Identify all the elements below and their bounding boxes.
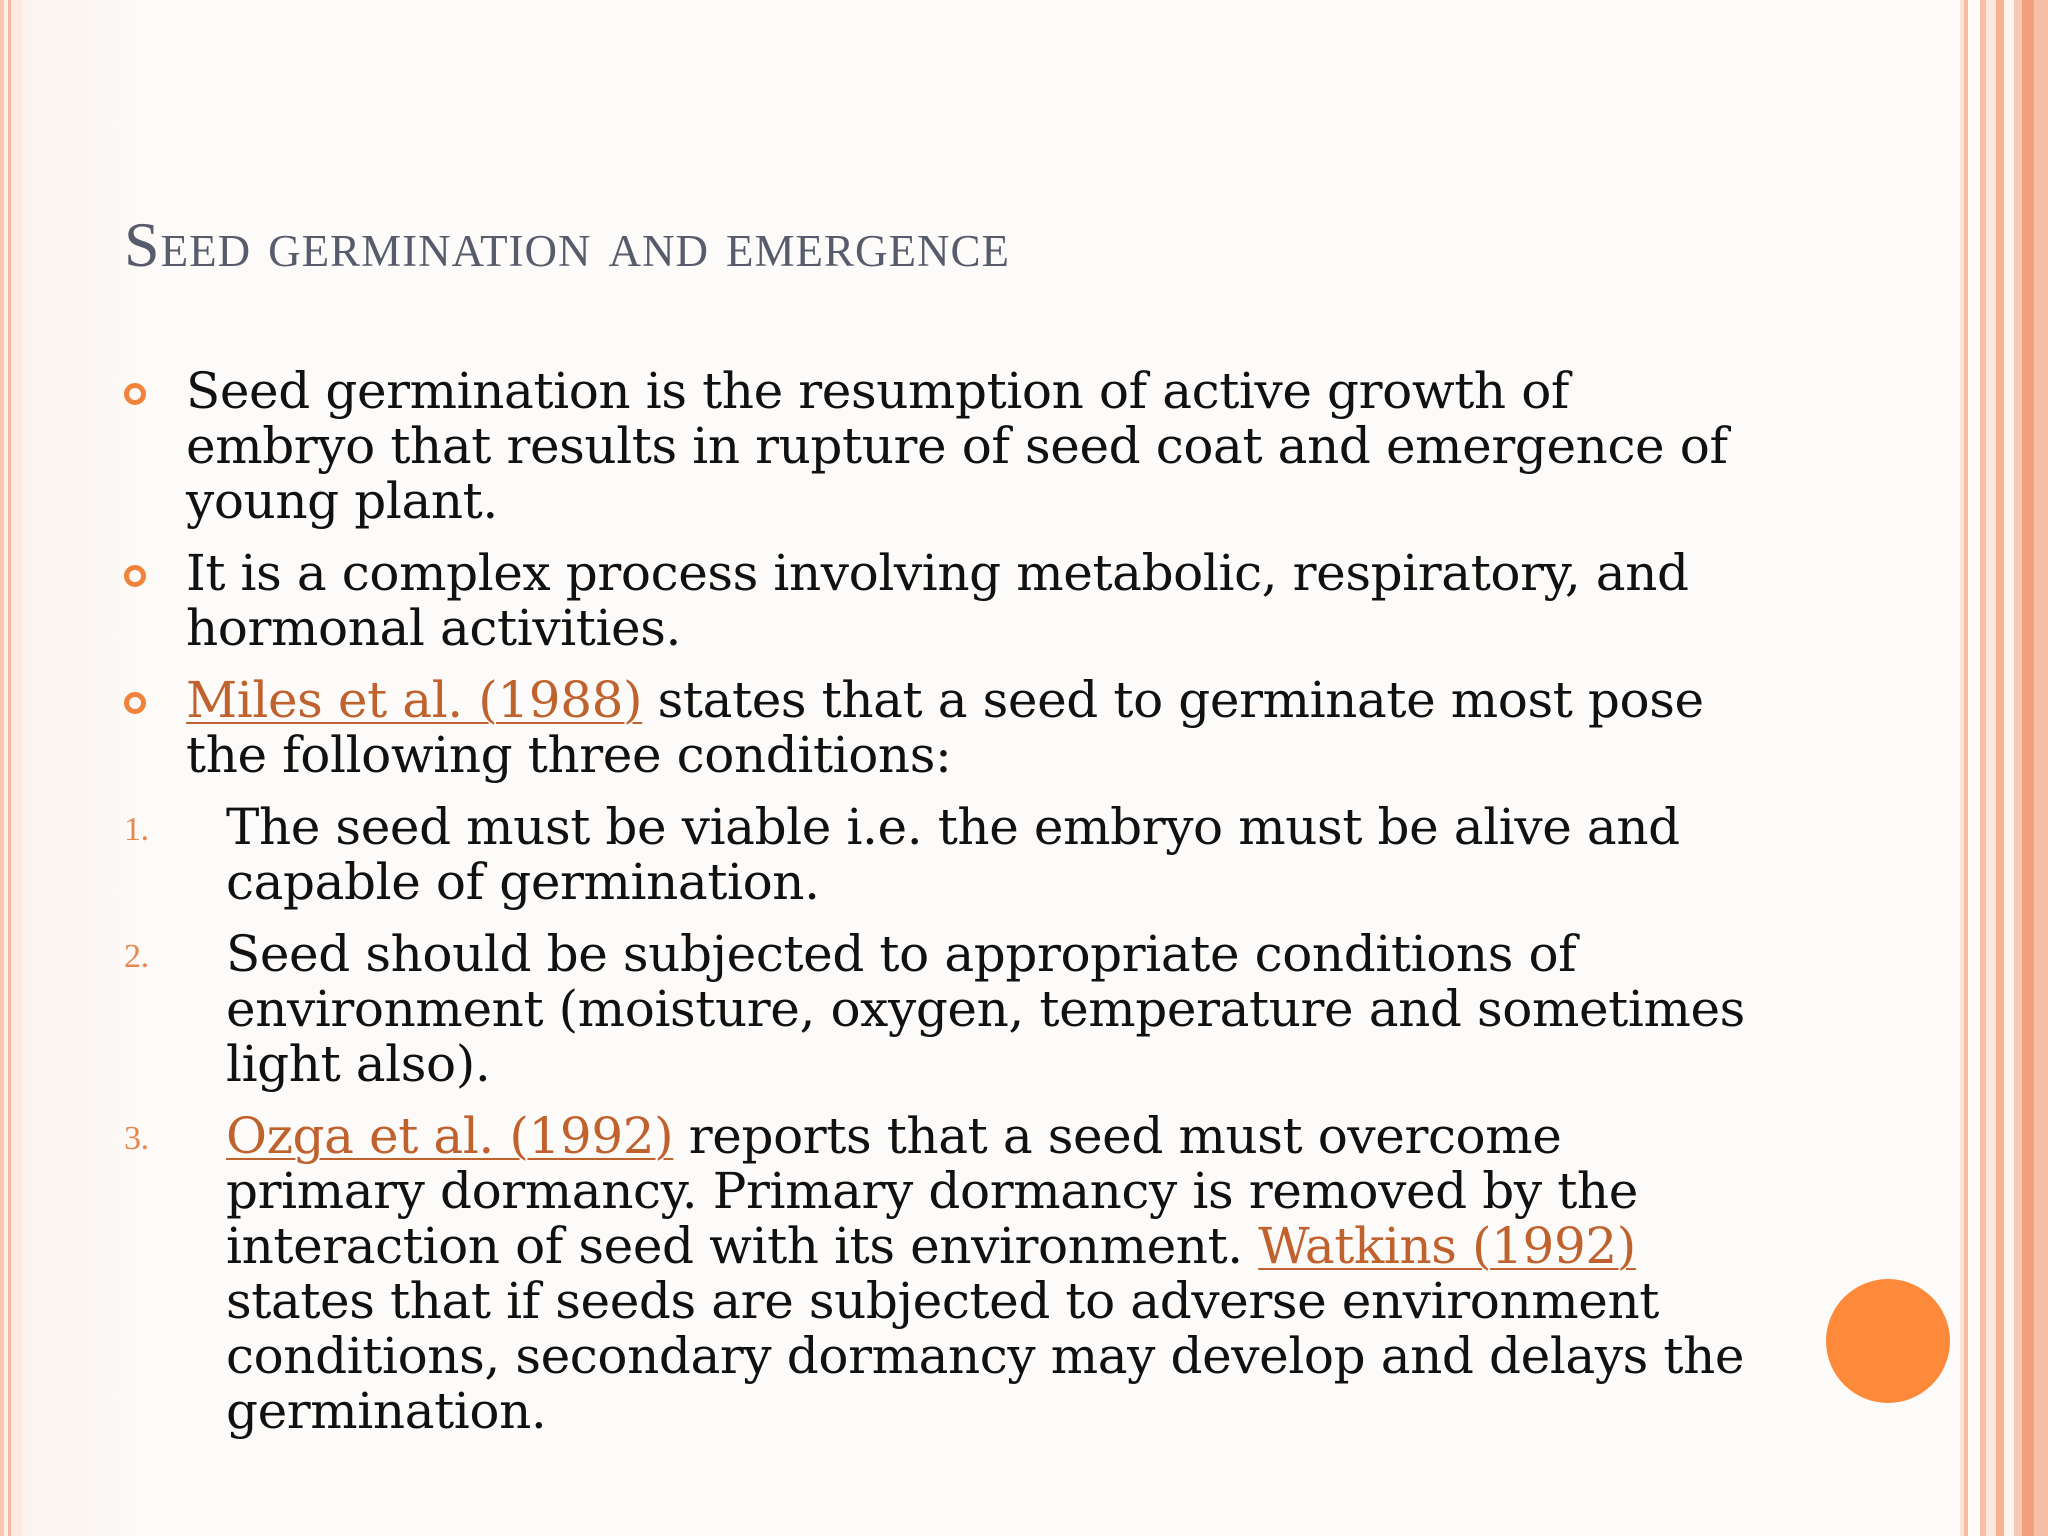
bullet-text: It is a complex process involving metabolic, respiratory, and hormonal activities. (186, 544, 1689, 657)
slide-title: Seed germination and emergence (124, 209, 1011, 280)
numbered-item (124, 927, 1764, 1092)
numbered-text: The seed must be viable i.e. the embryo must be alive and capable of germination. (226, 798, 1680, 911)
bullet-text: Seed germination is the resumption of active growth of embryo that results in rupture of seed coat and emergence of young plant. (186, 362, 1728, 530)
bullet-text: states that a seed to germinate most pose the following three conditions: (186, 671, 1704, 784)
bullet-item (124, 546, 1764, 656)
hollow-circle-bullet-icon (124, 383, 146, 405)
orange-circle-icon (1826, 1279, 1950, 1403)
numbered-text: states that if seeds are subjected to adverse environment conditions, secondary dormancy may develop and delays the germination. (226, 1272, 1745, 1440)
numbered-text: reports that a seed must overcome primary dormancy. Primary dormancy is removed by the interaction of seed with its environment. (226, 1107, 1638, 1275)
bullet-item (124, 673, 1764, 783)
numbered-item (124, 800, 1764, 910)
right-decorative-stripes (1960, 0, 2048, 1536)
slide-body (124, 364, 1764, 1456)
list-number: 3. (124, 1120, 149, 1157)
bullet-item (124, 364, 1764, 529)
hollow-circle-bullet-icon (124, 692, 146, 714)
hollow-circle-bullet-icon (124, 565, 146, 587)
left-decorative-stripe (0, 0, 22, 1536)
citation-link-miles[interactable]: Miles et al. (1988) (186, 671, 643, 729)
numbered-text: Seed should be subjected to appropriate conditions of environment (moisture, oxygen, temperature and sometimes light also). (226, 925, 1745, 1093)
citation-link-ozga[interactable]: Ozga et al. (1992) (226, 1107, 674, 1165)
numbered-item (124, 1109, 1764, 1439)
list-number: 2. (124, 938, 149, 975)
list-number: 1. (124, 811, 149, 848)
citation-link-watkins[interactable]: Watkins (1992) (1258, 1217, 1636, 1275)
